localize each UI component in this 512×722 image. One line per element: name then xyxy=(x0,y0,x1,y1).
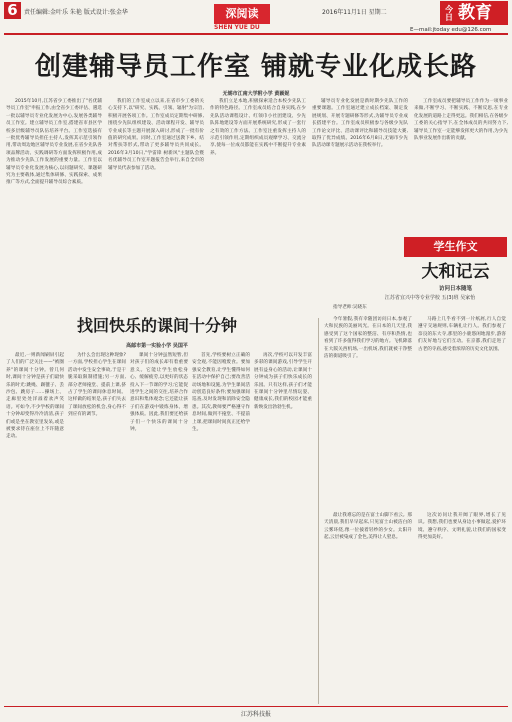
article3-column-2: 马路上几乎看不到一片纸屑,行人自觉遵守交通规则,车辆礼让行人。我们参观了奈良的东大寺,那里的小鹿悠闲地漫步,游客们友好地与它们互动。在京都,我们走进了古老的寺庙,感受着浓厚的历史文化氛围。 xyxy=(418,317,506,352)
article3-teacher: 指导老师:吴晓东 xyxy=(333,305,367,310)
page-number: 6 xyxy=(4,2,21,19)
footer-rule xyxy=(4,706,508,707)
article1-column-2: 我们的工作室成立以来,在省市少工委的关心支持下,以"研究、实践、引领、辐射"为宗旨,积极开展各项工作。工作室成员定期集中研修,围绕少先队组织建设、活动课程开发、辅导员专业成长等主题开展深入研讨,形成了一批有价值的研究成果。同时,工作室通过送教下乡、结对帮扶等形式,带动了更多辅导员共同成长。2016年3月10日,"学雷锋 树新风"主题队会暨名优辅导员工作室开题报告会举行,来自全市的辅导员代表参加了活动。 xyxy=(108,99,204,171)
article2-column-3: 课间十分钟虽然短暂,但对孩子们的成长却有着重要意义。它能让学生放松身心、缓解疲劳,以更好的状态投入下一节课的学习;它能促进学生之间的交往,培养合作意识和集体观念;它还能让孩子们在游戏中锻炼身体、增强体质。因此,我们要还给孩子们一个快乐的课间十分钟。 xyxy=(130,353,188,433)
article1-column-1: 2015年10月,江苏省少工委推出了"名优辅导员工作室"申报工作,由全省少工委评估、遴选一批以辅导员专业化发展为中心,发展各类辅导员工作室。建立辅导员工作室,搭建省市县区学校多层级辅导员队伍培养平台。工作室选拔有一批优秀辅导员担任主持人,发挥其示范引领作用,带动周边地区辅导员专业发展,在省少先队各项品牌活动、实践调研等方面发挥积极作用,成为推动少先队工作发展的重要力量。工作室以辅导员专业化发展为核心,以问题研究、课题研究为主要载体,通过集体研修、实践探索、成果推广等方式,全面提升辅导员综合素质。 xyxy=(6,99,102,186)
column-divider xyxy=(318,318,319,704)
article3-author: 江苏省宜兴中等专业学校 五(3)班 吴家怡 xyxy=(384,295,476,301)
article2-author: 高邮市第一实验小学 吴国平 xyxy=(126,343,188,349)
article1-column-4: 辅导员专业化发展是新时期少先队工作的重要课题。工作室通过建立成长档案、制定发展规划、开展专题研修等形式,为辅导员专业成长搭建平台。工作室成员积极参与各级少先队工作论文评比、活动课评比和辅导员技能大赛,取得了优异成绩。2016年6月8日,无锡市少先队活动课专题展示活动在我校举行。 xyxy=(312,99,408,149)
footer-publisher: 江苏科技报 xyxy=(240,711,271,718)
column-banner: 深阅读 xyxy=(214,4,270,24)
editor-meta: 责任编辑:金叶乐 朱艳 版式设计:张金华 xyxy=(24,9,128,16)
article3-column-4: 这次访问让我开阔了眼界,增长了见识。我想,我们也要从身边小事做起,爱护环境、遵守秩序、文明礼貌,让我们的国家变得更加美好。 xyxy=(418,513,506,541)
brand-logo-word: 教育 xyxy=(458,3,492,23)
article1-column-5: 工作室成员要把辅导员工作作为一项事业来做,不断学习、不断实践、不断反思,在专业化发展的道路上走得更远。我们相信,在各级少工委的关心指导下,在全体成员的共同努力下,辅导员工作室一定能够发挥更大的作用,为少先队事业发展作出新的贡献。 xyxy=(414,99,508,142)
article2-column-5: 再次,学校可以开发丰富多彩的课间游戏,引导学生开展有益身心的活动,让课间十分钟成为孩子们快乐成长的乐园。只有这样,孩子们才能在课间十分钟里尽情玩耍、健康成长,我们的校园才能重新焕发出勃勃生机。 xyxy=(254,353,312,410)
section-banner: 学生作文 xyxy=(404,237,507,257)
article2-title: 找回快乐的课间十分钟 xyxy=(76,316,237,335)
header-rule xyxy=(4,33,508,35)
article1-author: 无锡市江南大学附小学 黄颖妮 xyxy=(222,91,290,97)
issue-date: 2016年11月1日 星期二 xyxy=(322,9,387,16)
article2-column-4: 首先,学校要树立正确的安全观,不能因噎废食。要加强安全教育,让学生懂得如何在活动中保护自己;要改善活动场地和设施,为学生课间活动创造良好条件;要加强课间巡查,及时发现和消除安全隐患。其次,教师要严格遵守作息时间,做到不拖堂、不提前上课,把课间时间真正还给学生。 xyxy=(192,353,250,433)
article3-title: 大和记云 xyxy=(421,262,490,282)
article3-subtitle: 访问日本随笔 xyxy=(438,286,472,292)
article2-column-2: 为什么会出现这种现象?一方面,学校担心学生在课间活动中发生安全事故,于是干脆采取限制措施;另一方面,部分老师拖堂、提前上课,挤占了学生的课间休息时间。这样做的结果是,孩子们失去了课间放松的机会,身心得不到应有的调节。 xyxy=(68,353,126,418)
article2-column-1: 最近,一则新闻刷屏引起了人们的广泛关注——"被圈养"的课间十分钟。曾几何时,课间十分钟是孩子们最快乐的时光:跳绳、踢毽子、丢沙包、跳房子……操场上、走廊里处处洋溢着欢声笑语。可如今,不少学校的课间十分钟却变得冷冷清清,孩子们或是坐在教室里发呆,或是被要求待在座位上不许随意走动。 xyxy=(6,353,64,440)
column-subtitle: SHEN YUE DU xyxy=(214,24,260,31)
article3-column-3: 最让我难忘的是在富士山脚下看云。那天清晨,我们早早起床,只见富士山被洁白的云雾环绕,像一位披着轻纱的少女。太阳升起,云层被染成了金色,美得让人窒息。 xyxy=(324,513,412,541)
brand-logo-prefix: 今日 xyxy=(445,4,453,22)
contact-email[interactable]: E—mail:jtoday edu@126.com xyxy=(410,27,492,33)
article3-column-1: 今年暑假,我有幸随团访问日本,参观了大和民族的美丽风光。在日本的几天里,我感受到了这个国家的整洁、有序和热情,也看到了许多值得我们学习的地方。飞机降落在大阪关西机场,一出机场,我们就被干净整洁的街道吸引了。 xyxy=(324,317,412,360)
article1-title: 创建辅导员工作室 铺就专业化成长路 xyxy=(34,52,478,82)
article1-column-3: 我们立足本地,积极探索适合本校少先队工作的特色路径。工作室成员结合自身实践,在少先队活动课程设计、红领巾小社团建设、少先队阵地建设等方面开展系统研究,形成了一套行之有效的工作方法。工作室注重发挥主持人的示范引领作用,定期组织成员观摩学习、交流分享,使每一位成员都能在实践中不断提升专业素养。 xyxy=(210,99,306,156)
